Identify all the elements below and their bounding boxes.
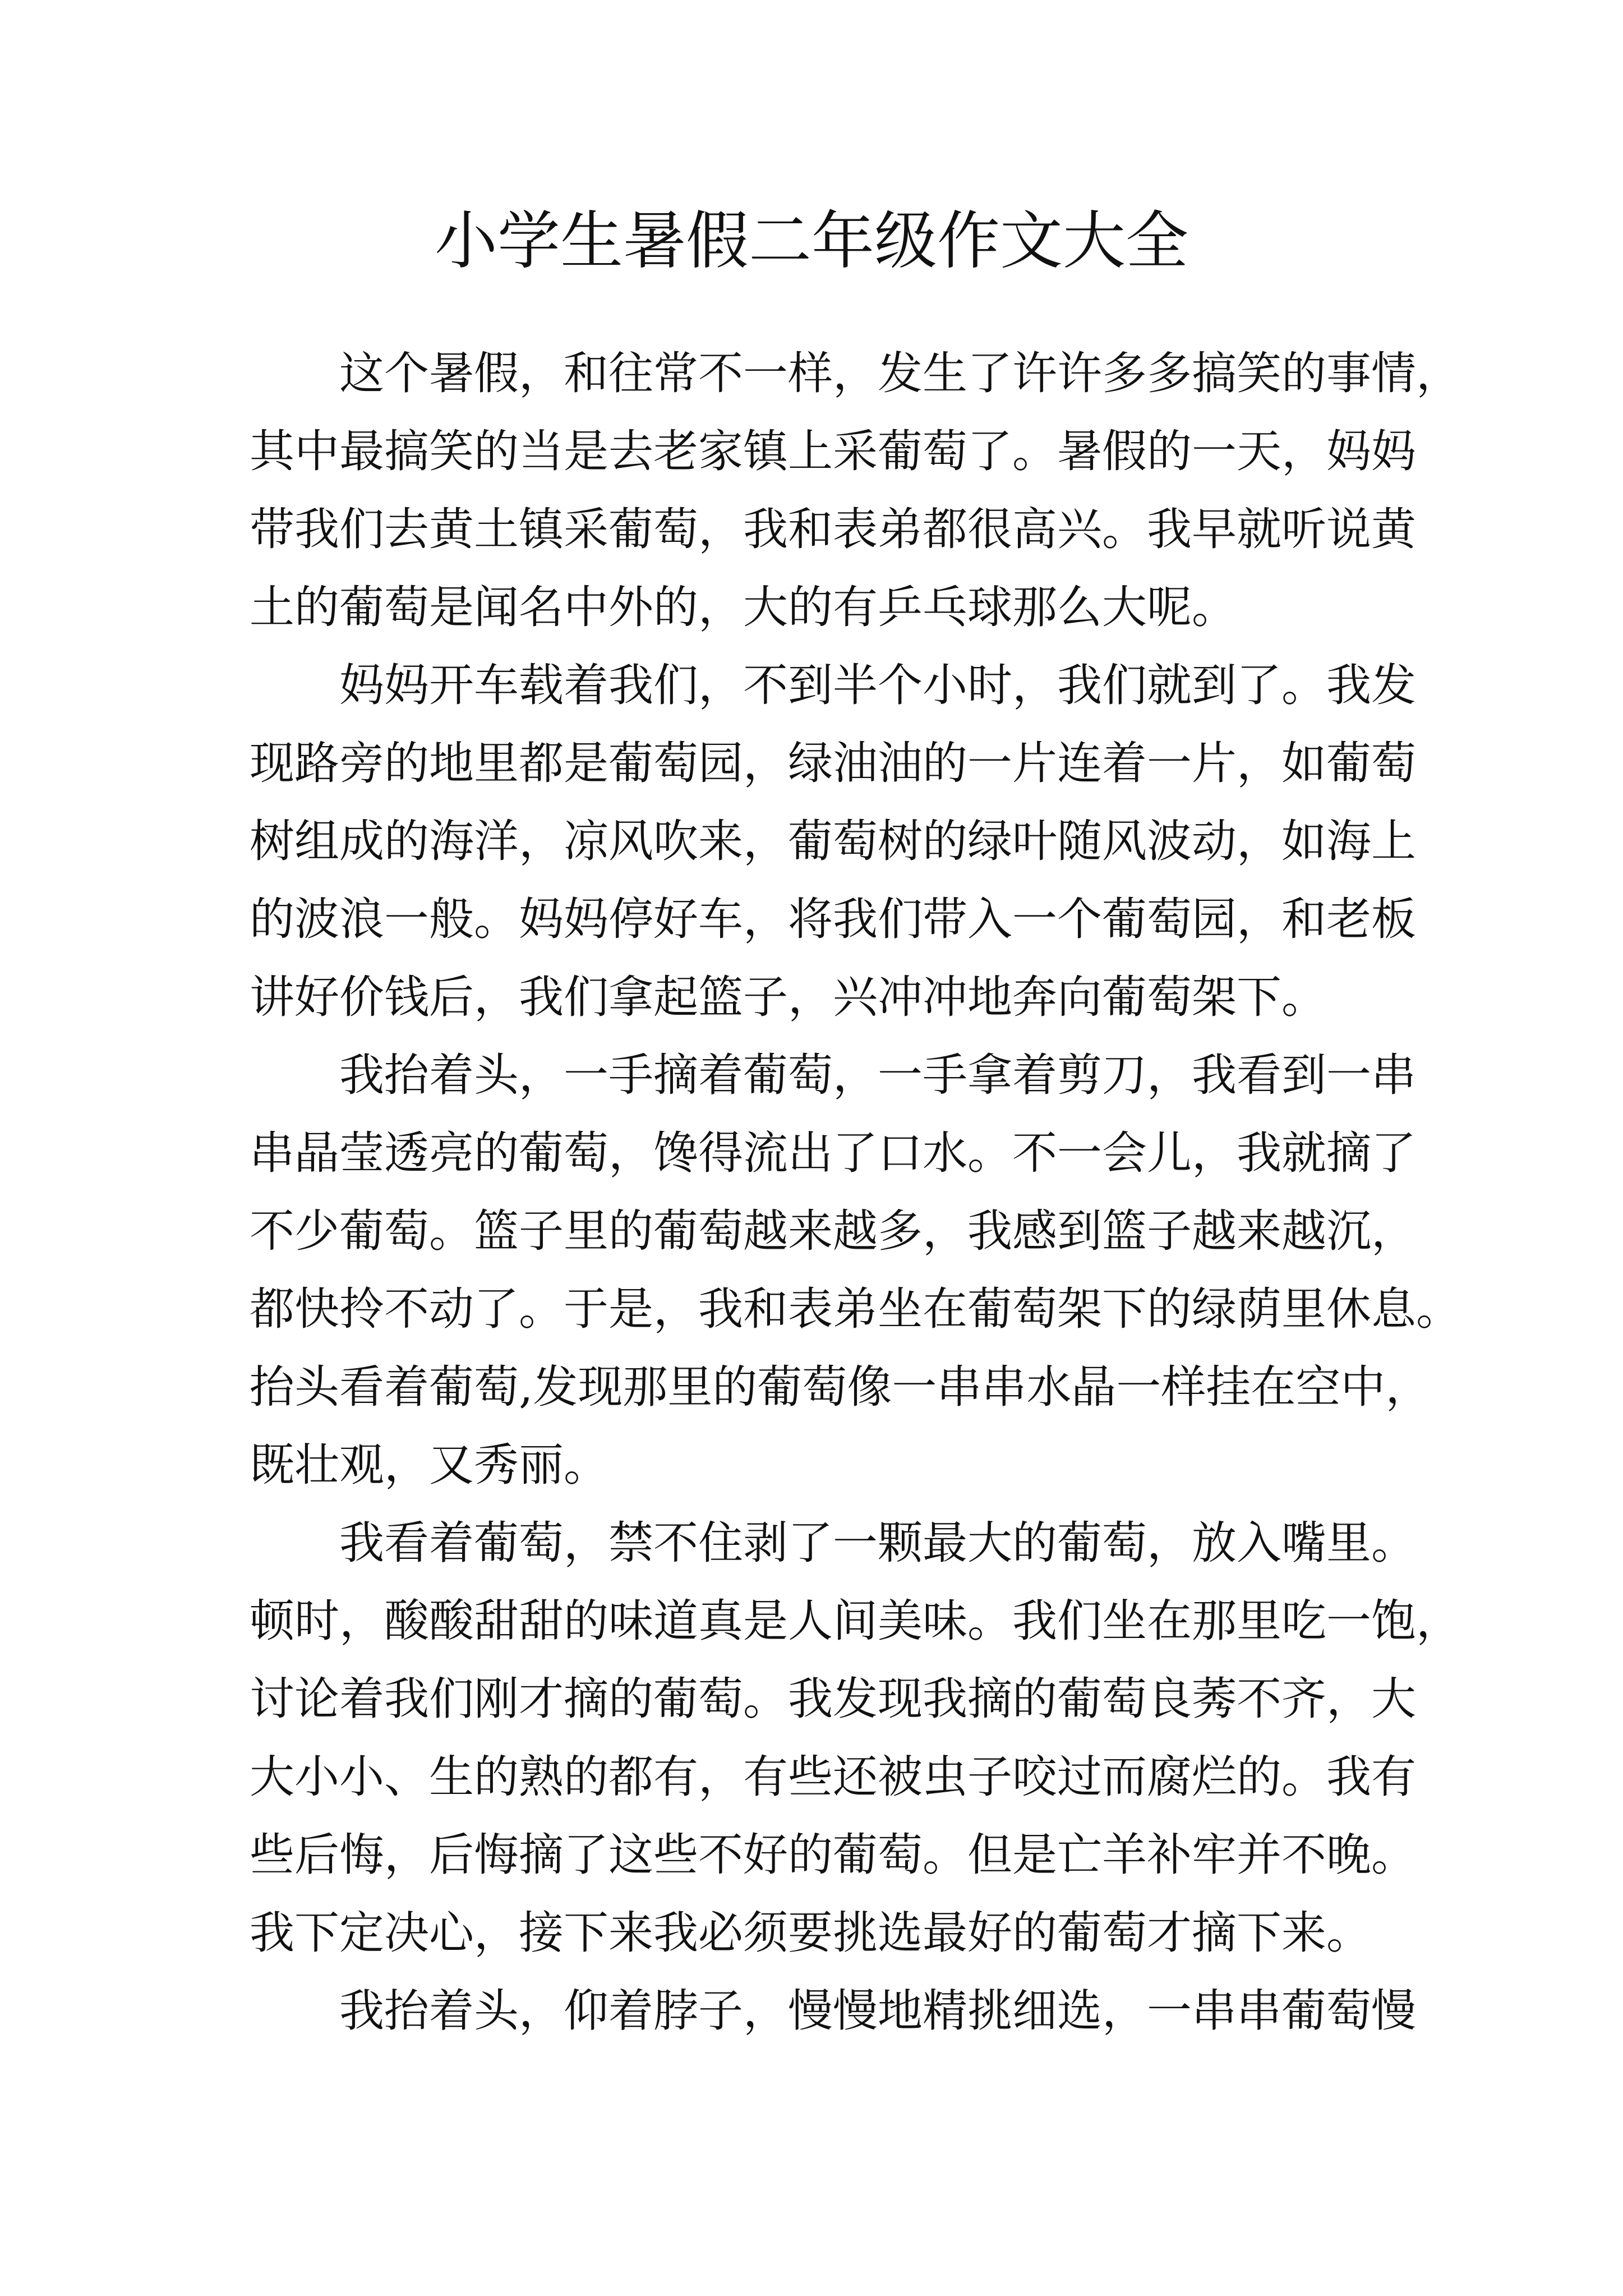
text-line: 串晶莹透亮的葡萄，馋得流出了口水。不一会儿，我就摘了 (250, 1127, 1416, 1179)
text-line: 顿时，酸酸甜甜的味道真是人间美味。我们坐在那里吃一饱， (250, 1595, 1461, 1647)
text-line: 我看着葡萄，禁不住剥了一颗最大的葡萄，放入嘴里。 (339, 1517, 1416, 1569)
document-title: 小学生暑假二年级作文大全 (435, 205, 1188, 278)
text-line: 土的葡萄是闻名中外的，大的有乒乓球那么大呢。 (250, 581, 1237, 633)
text-line: 我下定决心，接下来我必须要挑选最好的葡萄才摘下来。 (250, 1907, 1371, 1959)
text-line: 这个暑假，和往常不一样，发生了许许多多搞笑的事情， (339, 347, 1461, 399)
text-line: 大小小、生的熟的都有，有些还被虫子咬过而腐烂的。我有 (250, 1751, 1416, 1803)
text-line: 的波浪一般。妈妈停好车，将我们带入一个葡萄园，和老板 (250, 893, 1416, 945)
text-line: 都快拎不动了。于是，我和表弟坐在葡萄架下的绿荫里休息。 (250, 1283, 1461, 1335)
text-line: 其中最搞笑的当是去老家镇上采葡萄了。暑假的一天，妈妈 (250, 425, 1416, 477)
text-line: 些后悔，后悔摘了这些不好的葡萄。但是亡羊补牢并不晚。 (250, 1829, 1416, 1881)
text-line: 树组成的海洋，凉风吹来，葡萄树的绿叶随风波动，如海上 (250, 815, 1416, 867)
text-line: 妈妈开车载着我们，不到半个小时，我们就到了。我发 (339, 659, 1416, 711)
essay-body (250, 334, 1461, 2050)
text-line: 既壮观，又秀丽。 (250, 1439, 608, 1491)
text-line: 不少葡萄。篮子里的葡萄越来越多，我感到篮子越来越沉， (250, 1205, 1416, 1257)
text-line: 讲好价钱后，我们拿起篮子，兴冲冲地奔向葡萄架下。 (250, 971, 1326, 1023)
text-line: 我抬着头，一手摘着葡萄，一手拿着剪刀，我看到一串 (339, 1049, 1416, 1101)
text-line: 带我们去黄土镇采葡萄，我和表弟都很高兴。我早就听说黄 (250, 503, 1416, 555)
text-line: 我抬着头，仰着脖子，慢慢地精挑细选，一串串葡萄慢 (339, 1985, 1416, 2037)
text-line: 讨论着我们刚才摘的葡萄。我发现我摘的葡萄良莠不齐，大 (250, 1673, 1416, 1725)
text-line: 现路旁的地里都是葡萄园，绿油油的一片连着一片，如葡萄 (250, 737, 1416, 789)
text-line: 抬头看着葡萄,发现那里的葡萄像一串串水晶一样挂在空中， (250, 1361, 1431, 1413)
